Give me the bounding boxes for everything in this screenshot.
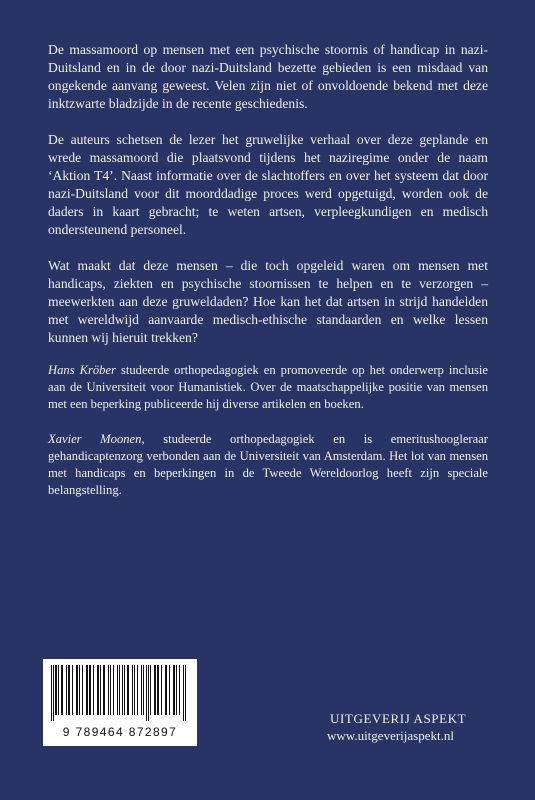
barcode-bar xyxy=(66,665,67,715)
barcode-bar xyxy=(113,665,114,715)
blurb-paragraph-3: Wat maakt dat deze mensen – die toch opgeleid waren om mensen met handicaps, ziekten en psychische stoornissen te helpen en te verzorgen – meewerkten aan deze gruweldaden? Hoe kan het dat artsen in strijd handelden met wereldwijd aanvaarde medisch-ethische standaarden en welke lessen kunnen wij hieruit trekken? xyxy=(48,258,488,345)
barcode-bar xyxy=(161,665,162,715)
barcode-bar xyxy=(122,665,123,715)
barcode-bar xyxy=(165,665,167,715)
barcode-bar xyxy=(173,665,175,715)
barcode-bar xyxy=(58,665,59,715)
barcode-bar xyxy=(154,665,156,715)
blurb-paragraph-1: De massamoord op mensen met een psychische stoornis of handicap in nazi-Duitsland en in de door nazi-Duitsland bezette gebieden is een misdaad van ongekende aanvang geweest. Velen zijn niet of onvoldoende bekend met deze inktzwarte bladzijde in de recente geschiedenis. xyxy=(48,42,488,111)
barcode-bar xyxy=(89,665,91,715)
barcode-bar xyxy=(55,665,57,715)
barcode-bar xyxy=(185,665,186,721)
barcode-bar xyxy=(110,665,111,715)
barcode-bar xyxy=(176,665,177,715)
barcode-bar xyxy=(143,665,144,715)
author-name: Hans Kröber xyxy=(48,363,116,377)
publisher-name: UITGEVERIJ ASPEKT xyxy=(330,711,467,726)
barcode-bar xyxy=(124,665,125,715)
barcode-bar xyxy=(61,665,63,715)
barcode-bar xyxy=(72,665,73,715)
barcode-bar xyxy=(97,665,99,715)
barcode-bar xyxy=(134,665,135,715)
barcode-bar xyxy=(53,665,54,721)
author-name: Xavier Moonen xyxy=(48,432,142,446)
barcode-bar xyxy=(148,665,149,721)
barcode-bars xyxy=(49,665,191,723)
barcode-bar xyxy=(100,665,101,715)
barcode-bar xyxy=(183,665,184,721)
isbn-number: 9 789464 872897 xyxy=(62,725,178,739)
barcode-bar xyxy=(141,665,142,715)
author-bio-text: studeerde orthopedagogiek en promoveerde op het onderwerp inclusie aan de Universiteit voor Humanistiek. Over de maatschappelijke positie van mensen met een beperking publiceerde hij diverse artikelen en boeken. xyxy=(48,363,489,411)
barcode-bar xyxy=(108,665,109,715)
barcode-bar xyxy=(146,665,147,721)
barcode-bar xyxy=(103,665,105,715)
barcode-bar xyxy=(86,665,88,715)
barcode-bar xyxy=(79,665,80,715)
barcode-bar xyxy=(119,665,120,715)
publisher-website: www.uitgeverijaspekt.nl xyxy=(327,728,454,743)
barcode-bar xyxy=(179,665,180,715)
barcode-bar xyxy=(137,665,138,715)
author-bio-kroeber xyxy=(48,362,488,413)
barcode-bar xyxy=(68,665,70,715)
barcode-bar xyxy=(82,665,83,715)
isbn-barcode xyxy=(43,659,197,746)
barcode-bar xyxy=(51,665,52,721)
barcode-bar xyxy=(93,665,94,715)
barcode-bar xyxy=(157,665,159,715)
barcode-bar xyxy=(169,665,170,715)
author-bio-moonen xyxy=(48,431,488,499)
barcode-bar xyxy=(132,665,133,715)
author-bio-text: , studeerde orthopedagogiek en is emeritushoogleraar gehandicaptenzorg verbonden aan de Universiteit van Amsterdam. Het lot van mensen met handicaps en beperkingen in de Tweede Wereldoorlog heeft zijn speciale belangstelling. xyxy=(48,432,488,497)
barcode-bar xyxy=(150,665,151,715)
barcode-bar xyxy=(127,665,129,715)
barcode-bar xyxy=(76,665,78,715)
barcode-bar xyxy=(117,665,118,715)
blurb-paragraph-2: De auteurs schetsen de lezer het gruwelijke verhaal over deze geplande en wrede massamoord die plaatsvond tijdens het naziregime onder de naam ‘Aktion T4’. Naast informatie over de slachtoffers en over het systeem dat door nazi-Duitsland voor dit moorddadige proces werd opgetuigd, worden ook de daders in kaart gebracht; te weten artsen, verpleegkundigen en medisch ondersteunend personeel. xyxy=(48,132,488,237)
